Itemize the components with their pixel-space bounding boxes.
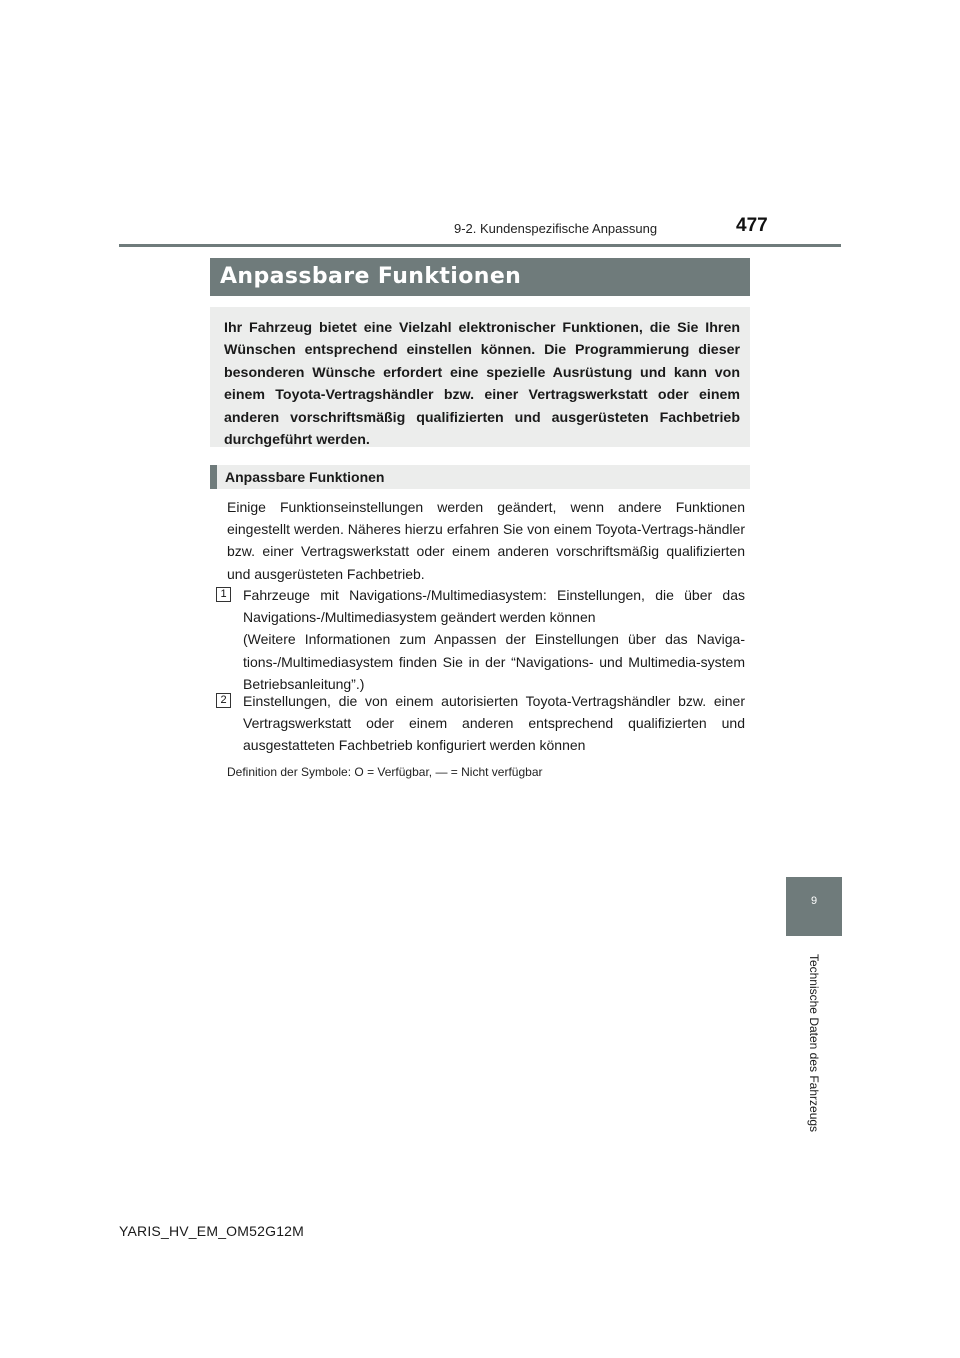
body-paragraph: Einige Funktionseinstellungen werden geändert, wenn andere Funktionen eingestellt werden. Näheres hierzu erfahren Sie von einem Toyota-Vertrags-händler bzw. einer Vertragswerkstatt oder einem anderen vorschriftsmäßig qualifizierten und ausgerüsteten Fachbetrieb. — [227, 499, 745, 582]
chapter-label: Technische Daten des Fahrzeugs — [807, 953, 821, 1133]
header-divider — [119, 244, 841, 247]
intro-box: Ihr Fahrzeug bietet eine Vielzahl elektronischer Funktionen, die Sie Ihren Wünschen entsprechend einstellen können. Die Programmierung dieser besonderen Wünsche erfordert eine spezielle Ausrüstung und kann von einem Toyota-Vertragshändler bzw. einer Vertragswerkstatt oder einem anderen vorschriftsmäßig qualifizierten und ausgerüsteten Fachbetrieb durchgeführt werden. — [210, 307, 750, 447]
list-item — [243, 690, 745, 757]
symbol-definition: Definition der Symbole: O = Verfügbar, — = Nicht verfügbar — [227, 765, 543, 779]
item-marker-2: 2 — [216, 693, 231, 708]
section-subheading: Anpassbare Funktionen — [210, 465, 750, 489]
list-item — [243, 584, 745, 695]
chapter-number: 9 — [810, 895, 818, 907]
page-number: 477 — [736, 215, 768, 236]
item-marker-1: 1 — [216, 587, 231, 602]
list-item-text: Fahrzeuge mit Navigations-/Multimediasystem: Einstellungen, die über das Navigations-/Multimediasystem geändert werden können — [243, 587, 745, 626]
list-item-note: (Weitere Informationen zum Anpassen der Einstellungen über das Naviga-tions-/Multimediasystem finden Sie in der “Navigations- und Multimedia-system Betriebsanleitung”.) — [243, 631, 745, 692]
page-title: Anpassbare Funktionen — [210, 258, 750, 296]
list-item-text: Einstellungen, die von einem autorisierten Toyota-Vertragshändler bzw. einer Vertragswerkstatt oder einem anderen entsprechend qualifizierten und ausgestatteten Fachbetrieb konfiguriert werden können — [243, 693, 745, 754]
header-section-title: 9-2. Kundenspezifische Anpassung — [454, 221, 658, 236]
document-code: YARIS_HV_EM_OM52G12M — [119, 1223, 305, 1239]
chapter-tab — [786, 877, 842, 936]
